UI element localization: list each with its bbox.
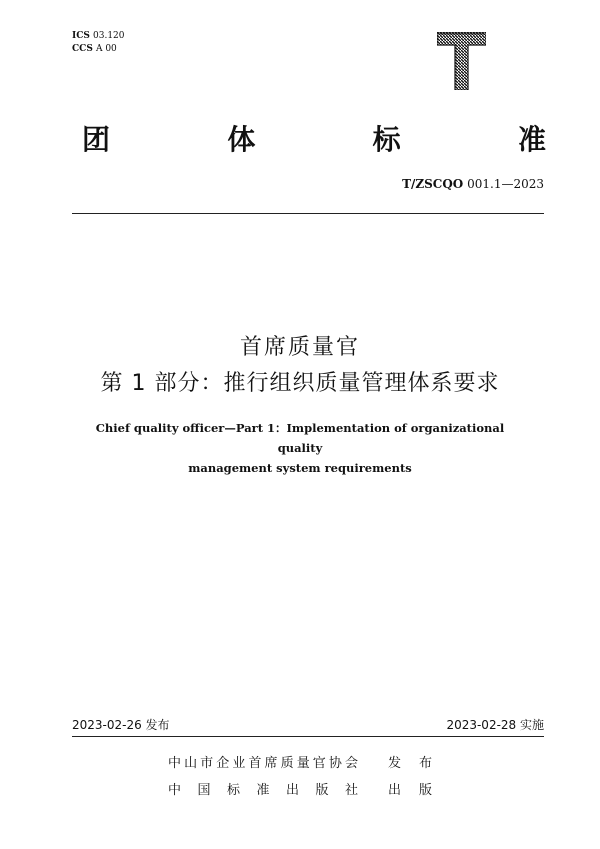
classification-codes [72, 30, 125, 56]
standard-type-char: 准 [517, 123, 548, 156]
implement-date: 2023-02-28 实施 [446, 718, 544, 732]
issuer-org: 中国标准出版社 [168, 783, 358, 798]
standard-type-char: 体 [227, 123, 258, 156]
issuer-block [0, 750, 600, 804]
ics-code [72, 30, 125, 43]
issuer-action: 发布 [388, 756, 432, 771]
group-standard-t-logo [437, 32, 486, 90]
standard-number-prefix: T/ZSCQO [402, 177, 464, 191]
top-divider [72, 213, 544, 214]
bottom-divider [72, 736, 544, 737]
standard-number-value: 001.1—2023 [467, 177, 544, 191]
title-cn-line2: 第 1 部分：推行组织质量管理体系要求 [100, 371, 500, 396]
issuer-action: 出版 [388, 783, 432, 798]
issuer-row [0, 777, 600, 804]
issuer-org: 中山市企业首席质量官协会 [168, 756, 358, 771]
publish-date: 2023-02-26 发布 [72, 718, 170, 732]
ccs-value: A 00 [95, 44, 117, 54]
standard-number [402, 177, 544, 191]
standard-type [82, 118, 548, 158]
title-cn-line1: 首席质量官 [239, 335, 360, 360]
ics-value: 03.120 [93, 31, 125, 41]
standard-type-char: 标 [372, 123, 403, 156]
ccs-label: CCS [72, 44, 93, 54]
title-en [80, 418, 520, 478]
issuer-row [0, 750, 600, 777]
standard-type-char: 团 [82, 123, 113, 156]
ccs-code [72, 43, 125, 56]
ics-label: ICS [72, 31, 90, 41]
title-en-line2: management system requirements [188, 461, 412, 475]
title-en-line1: Chief quality officer—Part 1：Implementation of organizational quality [95, 421, 505, 455]
